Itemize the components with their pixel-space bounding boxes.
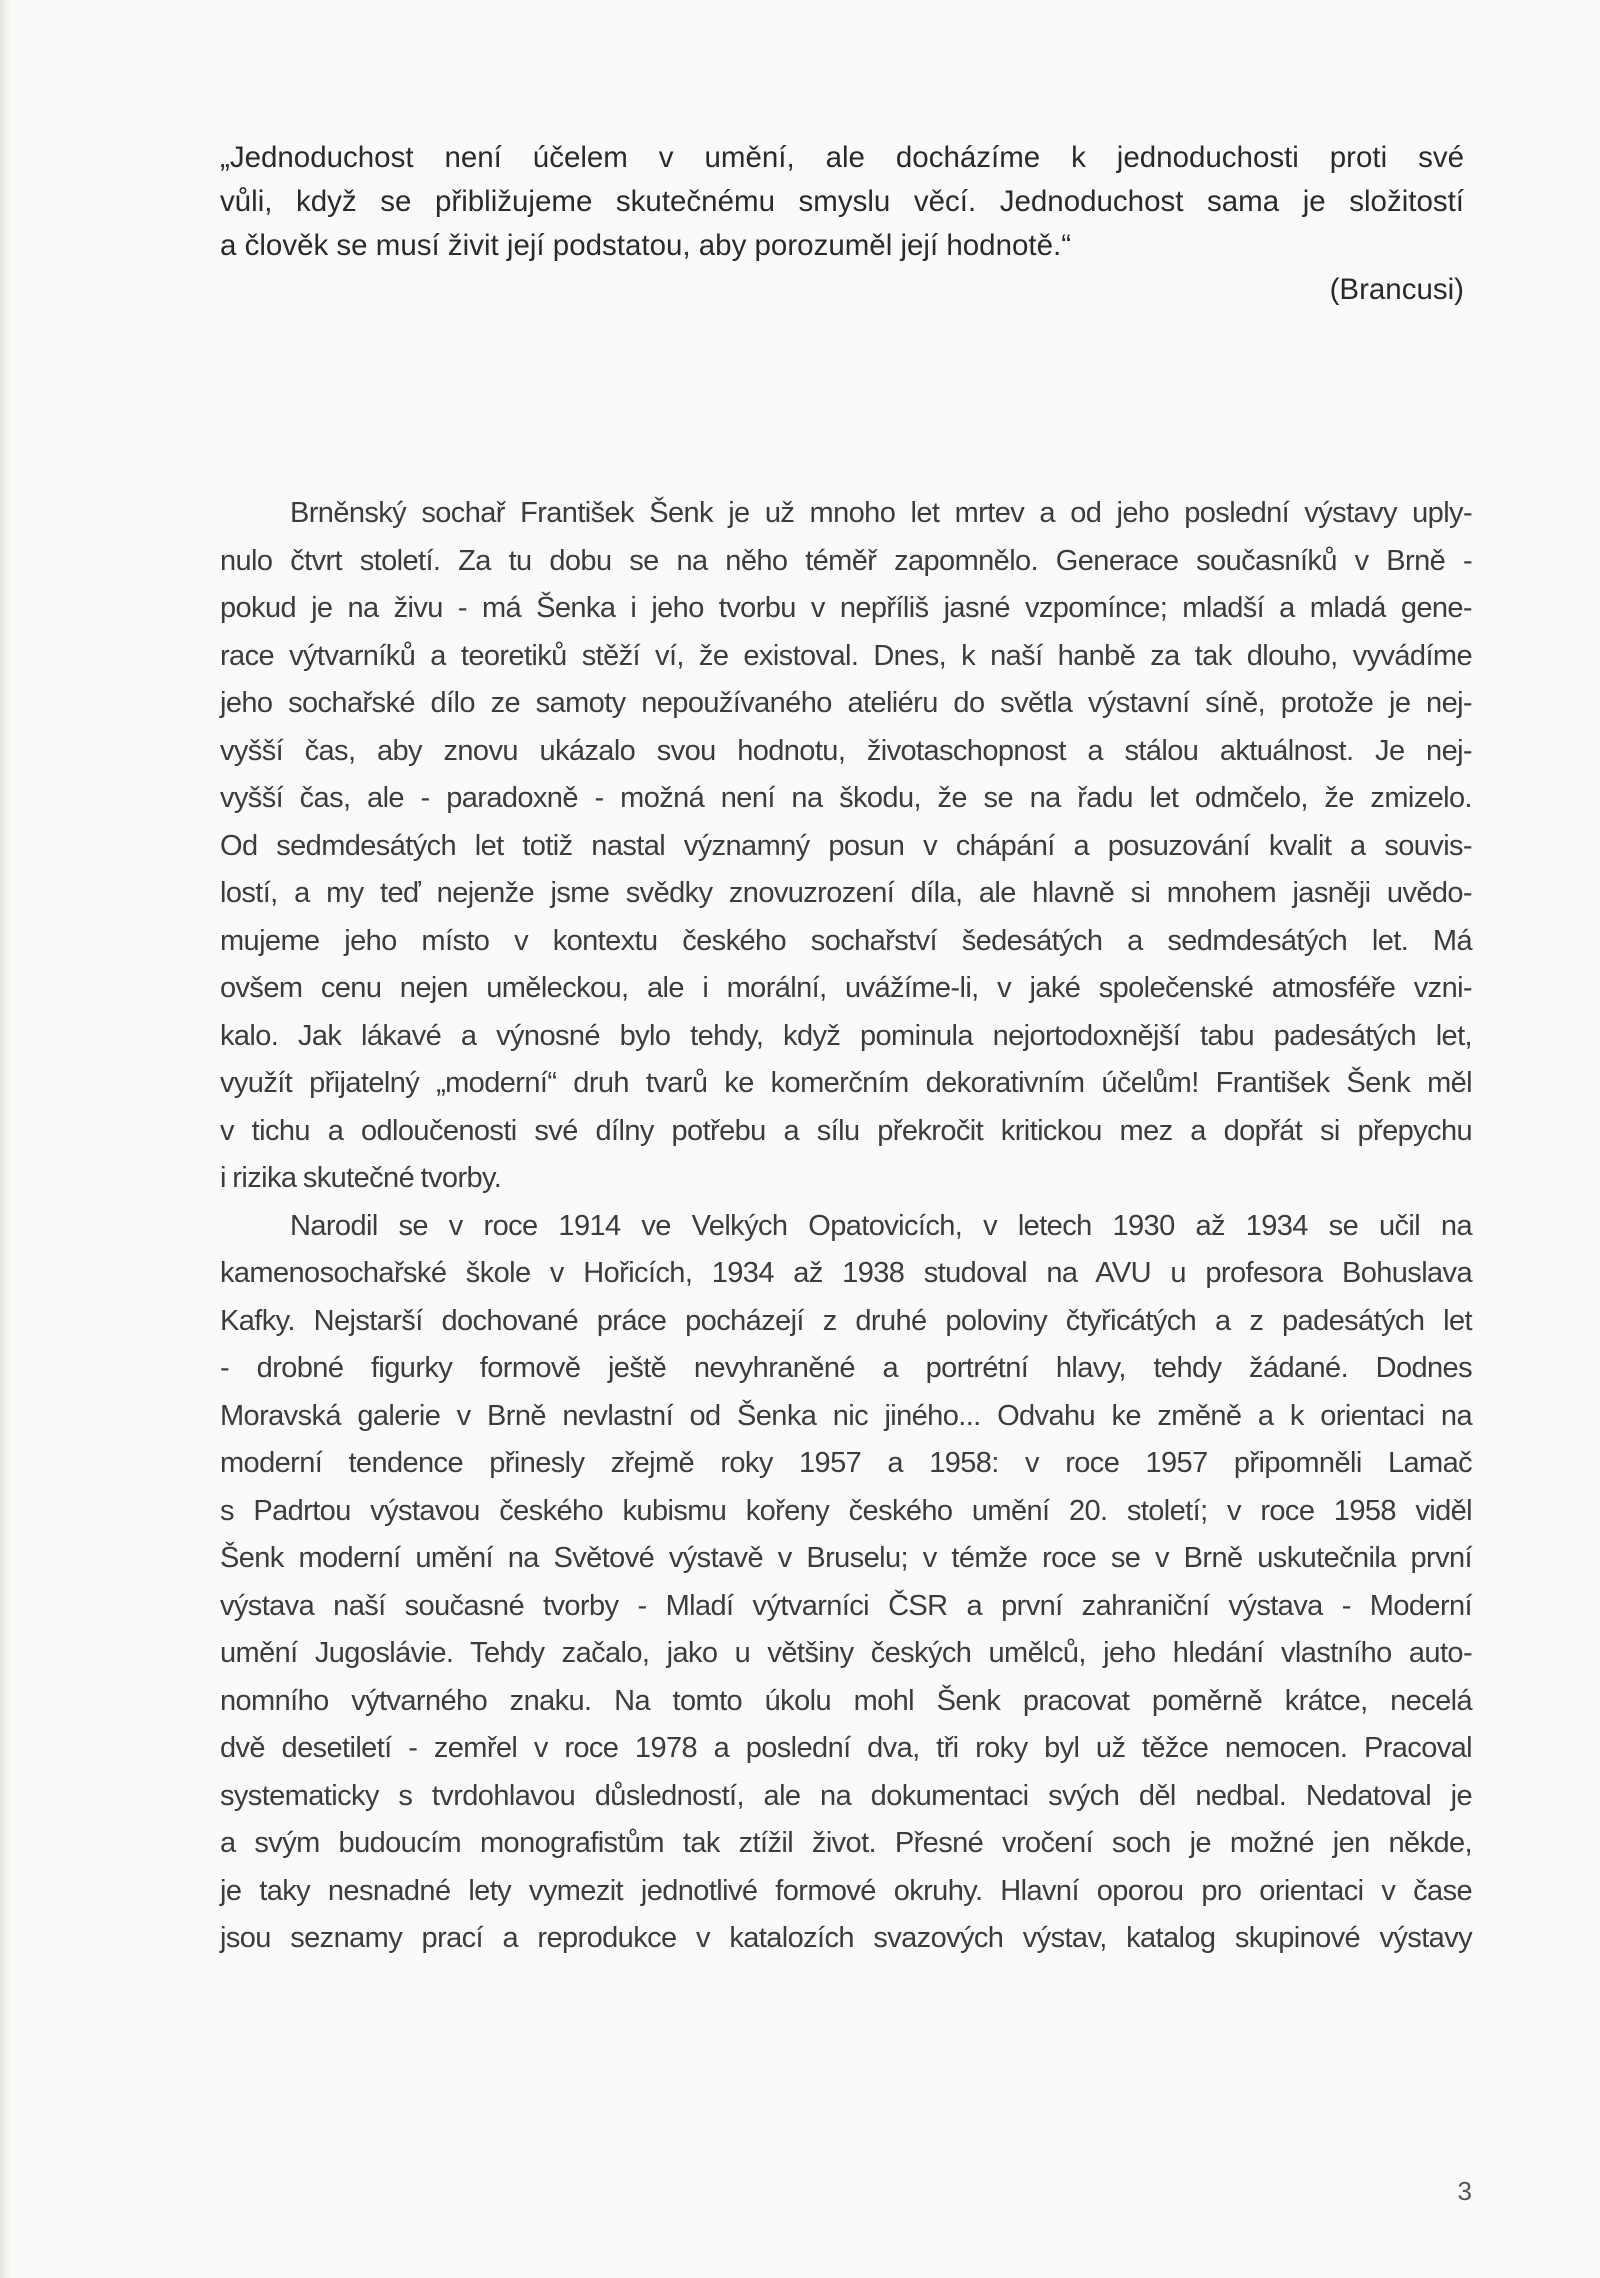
- quote-line: „Jednoduchost není účelem v umění, ale docházíme k jednoduchosti proti své: [220, 141, 1464, 174]
- paragraph-line: moderní tendence přinesly zřejmě roky 1957 a 1958: v roce 1957 připomněli Lamač: [220, 1447, 1472, 1479]
- paragraph-line: lostí, a my teď nejenže jsme svědky znovuzrození díla, ale hlavně si mnohem jasněji uvědo-: [220, 877, 1472, 909]
- paragraph-line: a svým budoucím monografistům tak ztížil život. Přesné vročení soch je možné jen někde,: [220, 1827, 1472, 1859]
- paragraph-line: vyšší čas, ale - paradoxně - možná není na škodu, že se na řadu let odmčelo, že zmizelo.: [220, 782, 1472, 814]
- paragraph-line: výstava naší současné tvorby - Mladí výtvarníci ČSR a první zahraniční výstava - Moderní: [220, 1589, 1472, 1622]
- paragraph-line: ovšem cenu nejen uměleckou, ale i morální, uvážíme-li, v jaké společenské atmosféře vzni-: [220, 972, 1472, 1004]
- body-text: [220, 490, 1472, 1963]
- page-number: 3: [1457, 2176, 1472, 2206]
- paragraph-line: je taky nesnadné lety vymezit jednotlivé formové okruhy. Hlavní oporou pro orientaci v čase: [220, 1874, 1472, 1907]
- paragraph-line: mujeme jeho místo v kontextu českého sochařství šedesátých a sedmdesátých let. Má: [220, 924, 1472, 957]
- paragraph-line: Narodil se v roce 1914 ve Velkých Opatovicích, v letech 1930 až 1934 se učil na: [290, 1209, 1472, 1242]
- paragraph-line: v tichu a odloučenosti své dílny potřebu a sílu překročit kritickou mez a dopřát si přepychu: [220, 1114, 1472, 1147]
- paragraph-line: Kafky. Nejstarší dochované práce pocházejí z druhé poloviny čtyřicátých a z padesátých let: [220, 1304, 1472, 1337]
- paragraph-line: Brněnský sochař František Šenk je už mnoho let mrtev a od jeho poslední výstavy uply-: [290, 497, 1472, 529]
- paragraph-line: dvě desetiletí - zemřel v roce 1978 a poslední dva, tři roky byl už těžce nemocen. Pracoval: [220, 1732, 1472, 1764]
- paragraph-line: Moravská galerie v Brně nevlastní od Šenka nic jiného... Odvahu ke změně a k orientaci na: [220, 1399, 1472, 1432]
- paragraph-line: race výtvarníků a teoretiků stěží ví, že existoval. Dnes, k naší hanbě za tak dlouho, vyvádíme: [220, 639, 1472, 672]
- paragraph-line: umění Jugoslávie. Tehdy začalo, jako u většiny českých umělců, jeho hledání vlastního auto-: [220, 1637, 1472, 1669]
- paragraph-line: systematicky s tvrdohlavou důsledností, ale na dokumentaci svých děl nedbal. Nedatoval je: [220, 1779, 1472, 1812]
- page-edge-shadow: [0, 0, 10, 2278]
- paragraph-line: - drobné figurky formově ještě nevyhraněné a portrétní hlavy, tehdy žádané. Dodnes: [220, 1352, 1472, 1384]
- paragraph-line: jsou seznamy prací a reprodukce v katalozích svazových výstav, katalog skupinové výstavy: [220, 1922, 1472, 1954]
- paragraph-line: s Padrtou výstavou českého kubismu kořeny českého umění 20. století; v roce 1958 viděl: [220, 1494, 1472, 1527]
- paragraph-line: kamenosochařské škole v Hořicích, 1934 až 1938 studoval na AVU u profesora Bohuslava: [220, 1257, 1472, 1289]
- quote-line: a člověk se musí živit její podstatou, aby porozuměl její hodnotě.“: [220, 229, 1072, 262]
- paragraph-line: pokud je na živu - má Šenka i jeho tvorbu v nepříliš jasné vzpomínce; mladší a mladá gene-: [220, 592, 1472, 624]
- epigraph-quote: [220, 136, 1464, 312]
- paragraph-line: kalo. Jak lákavé a výnosné bylo tehdy, když pominula nejortodoxnější tabu padesátých let,: [220, 1019, 1472, 1052]
- paragraph-line: nulo čtvrt století. Za tu dobu se na něho téměř zapomnělo. Generace současníků v Brně -: [220, 544, 1472, 577]
- paragraph-line: využít přijatelný „moderní“ druh tvarů ke komerčním dekorativním účelům! František Šenk měl: [220, 1067, 1472, 1099]
- paragraph-line: i rizika skutečné tvorby.: [220, 1162, 502, 1194]
- paragraph-line: Od sedmdesátých let totiž nastal významný posun v chápání a posuzování kvalit a souvis-: [220, 829, 1472, 862]
- paragraph-line: jeho sochařské dílo ze samoty nepoužívaného ateliéru do světla výstavní síně, protože je nej-: [220, 687, 1472, 719]
- quote-line: vůli, když se přibližujeme skutečnému smyslu věcí. Jednoduchost sama je složitostí: [220, 185, 1464, 218]
- paragraph-line: nomního výtvarného znaku. Na tomto úkolu mohl Šenk pracovat poměrně krátce, necelá: [220, 1684, 1472, 1717]
- quote-author: (Brancusi): [1329, 273, 1464, 306]
- paragraph-line: vyšší čas, aby znovu ukázalo svou hodnotu, životaschopnost a stálou aktuálnost. Je nej-: [220, 734, 1472, 767]
- paragraph-line: Šenk moderní umění na Světové výstavě v Bruselu; v témže roce se v Brně uskutečnila první: [220, 1542, 1472, 1574]
